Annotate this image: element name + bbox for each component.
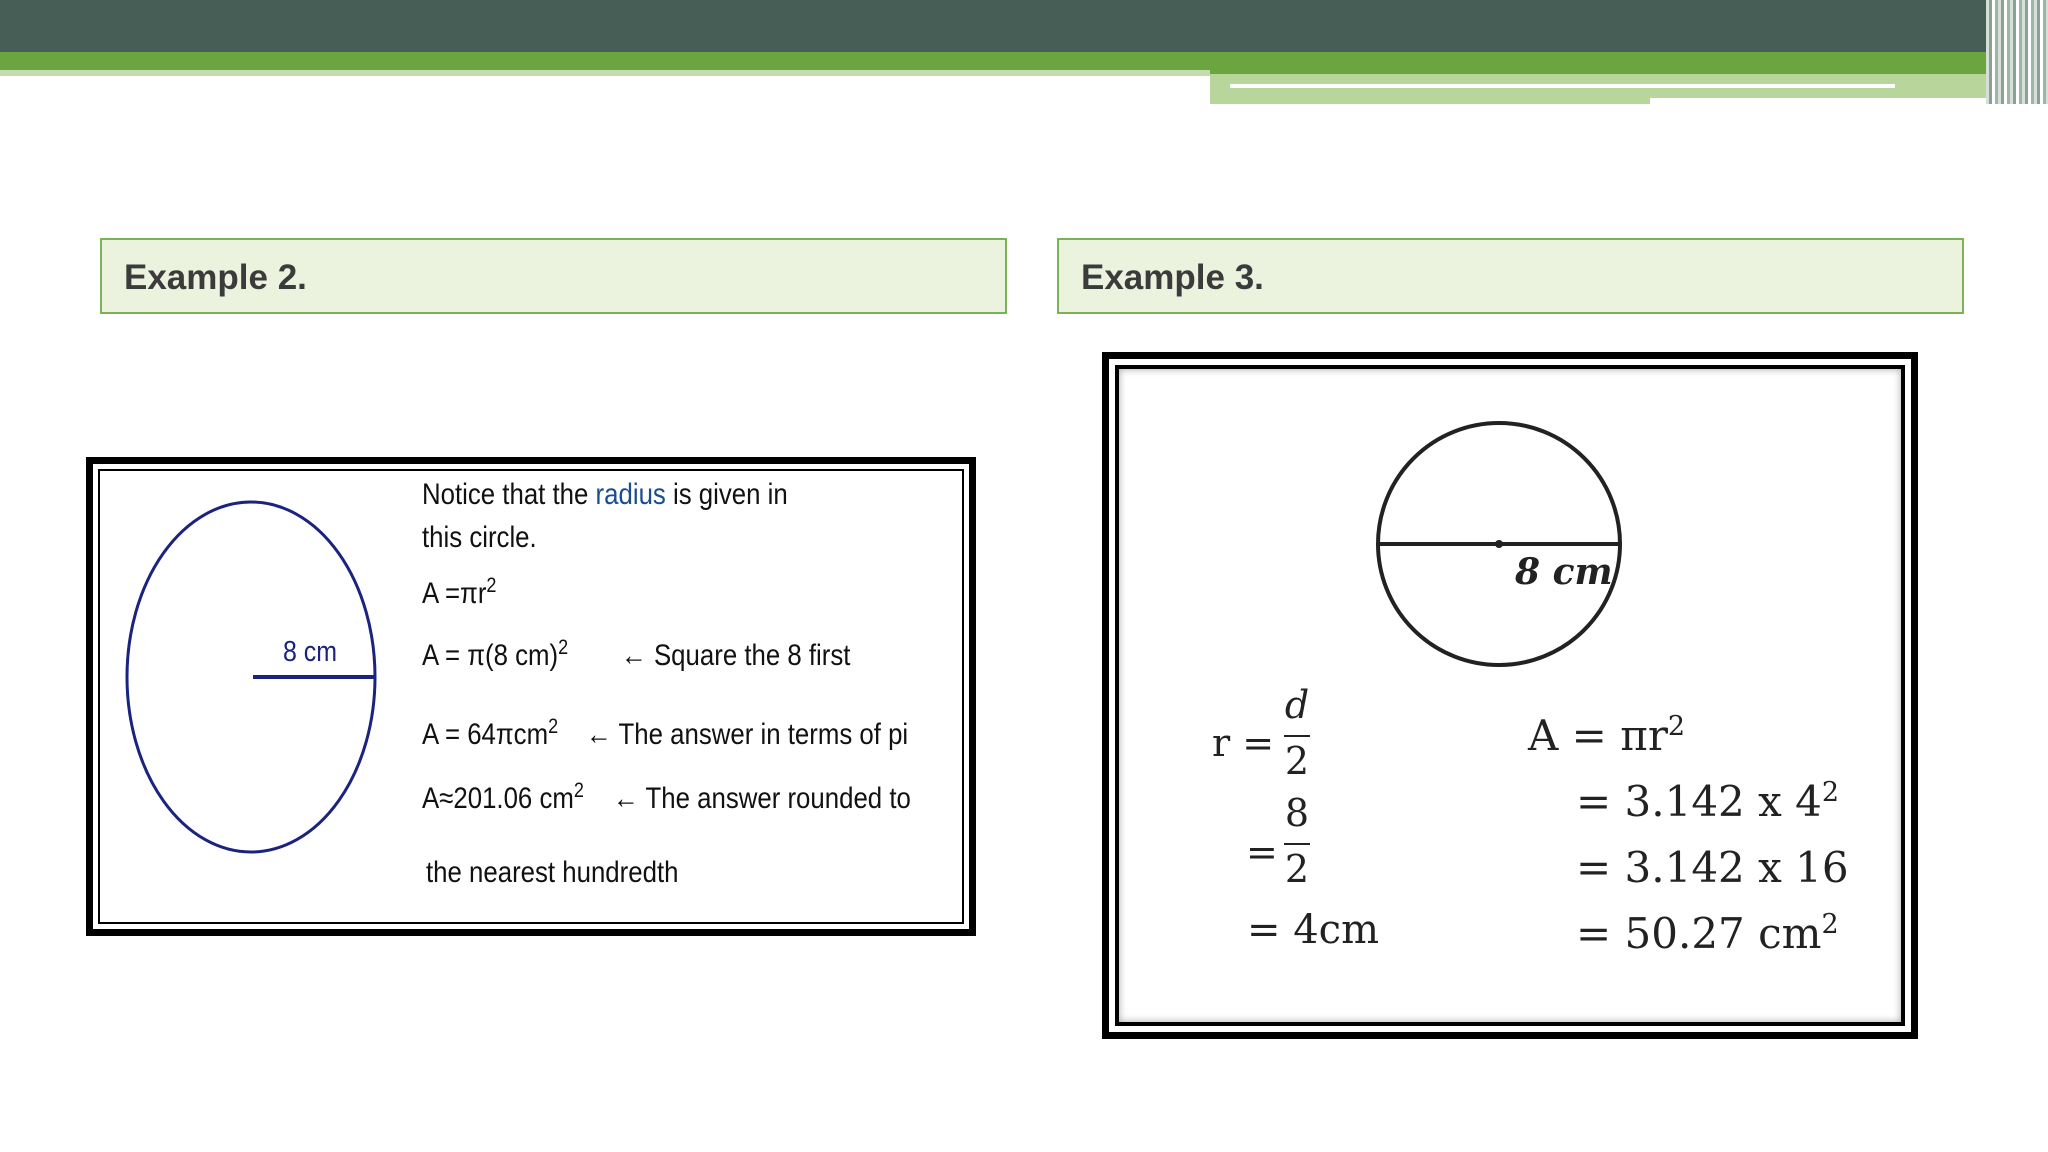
eq-numerator: 8 — [1284, 791, 1310, 835]
area-step-2: = 3.142 x 16 — [1576, 843, 1849, 892]
step-3-note-continued: the nearest hundredth — [426, 856, 679, 889]
step-3: A≈201.06 $cm^2$ — [422, 779, 584, 815]
area-step-1: = 3.142 x $4^2$ — [1576, 777, 1840, 826]
area-formula: $A =\pi r^2$ — [422, 574, 497, 610]
r-fraction-bar — [1284, 735, 1310, 737]
notice-line-2: this circle. — [422, 521, 537, 554]
example-2-header — [100, 238, 1007, 314]
r-lhs: r = — [1212, 721, 1275, 765]
header-bar-light — [0, 70, 1210, 76]
example-3-header — [1057, 238, 1964, 314]
center-point — [1495, 540, 1503, 548]
example-2-panel — [86, 457, 976, 936]
step-1-note: ← Square the 8 first — [621, 639, 851, 672]
header-stripes — [1986, 0, 2048, 104]
step-2-note: ← The answer in terms of pi — [586, 718, 909, 751]
diameter-label: 8 cm — [1515, 551, 1613, 593]
step-2: A = 64πcm$^2$ — [422, 715, 559, 751]
example-3-panel — [1102, 352, 1918, 1039]
eq-sign: = — [1246, 830, 1278, 874]
step-3-note: ← The answer rounded to — [613, 782, 911, 815]
header-bar-white-line — [1230, 84, 1895, 88]
radius-label: 8 cm — [283, 636, 338, 668]
r-numerator: d — [1284, 683, 1310, 727]
area-formula-3: $A = \pi r^2$ — [1528, 711, 1686, 760]
step-1: A = π(8 cm)$^2$ — [422, 636, 569, 672]
eq-fraction-bar — [1284, 843, 1310, 845]
example-2-title: Example 2. — [124, 258, 307, 297]
example-3-title: Example 3. — [1081, 258, 1264, 297]
r-result: = 4cm — [1247, 907, 1380, 953]
notice-line-1: Notice that the radius is given in — [422, 478, 788, 511]
radius-word: radius — [595, 478, 666, 511]
eq-denominator: 2 — [1284, 847, 1310, 891]
r-denominator: 2 — [1284, 739, 1310, 783]
header-bar-dark — [0, 0, 2048, 52]
area-step-3: = 50.27 $cm^2$ — [1576, 909, 1839, 958]
